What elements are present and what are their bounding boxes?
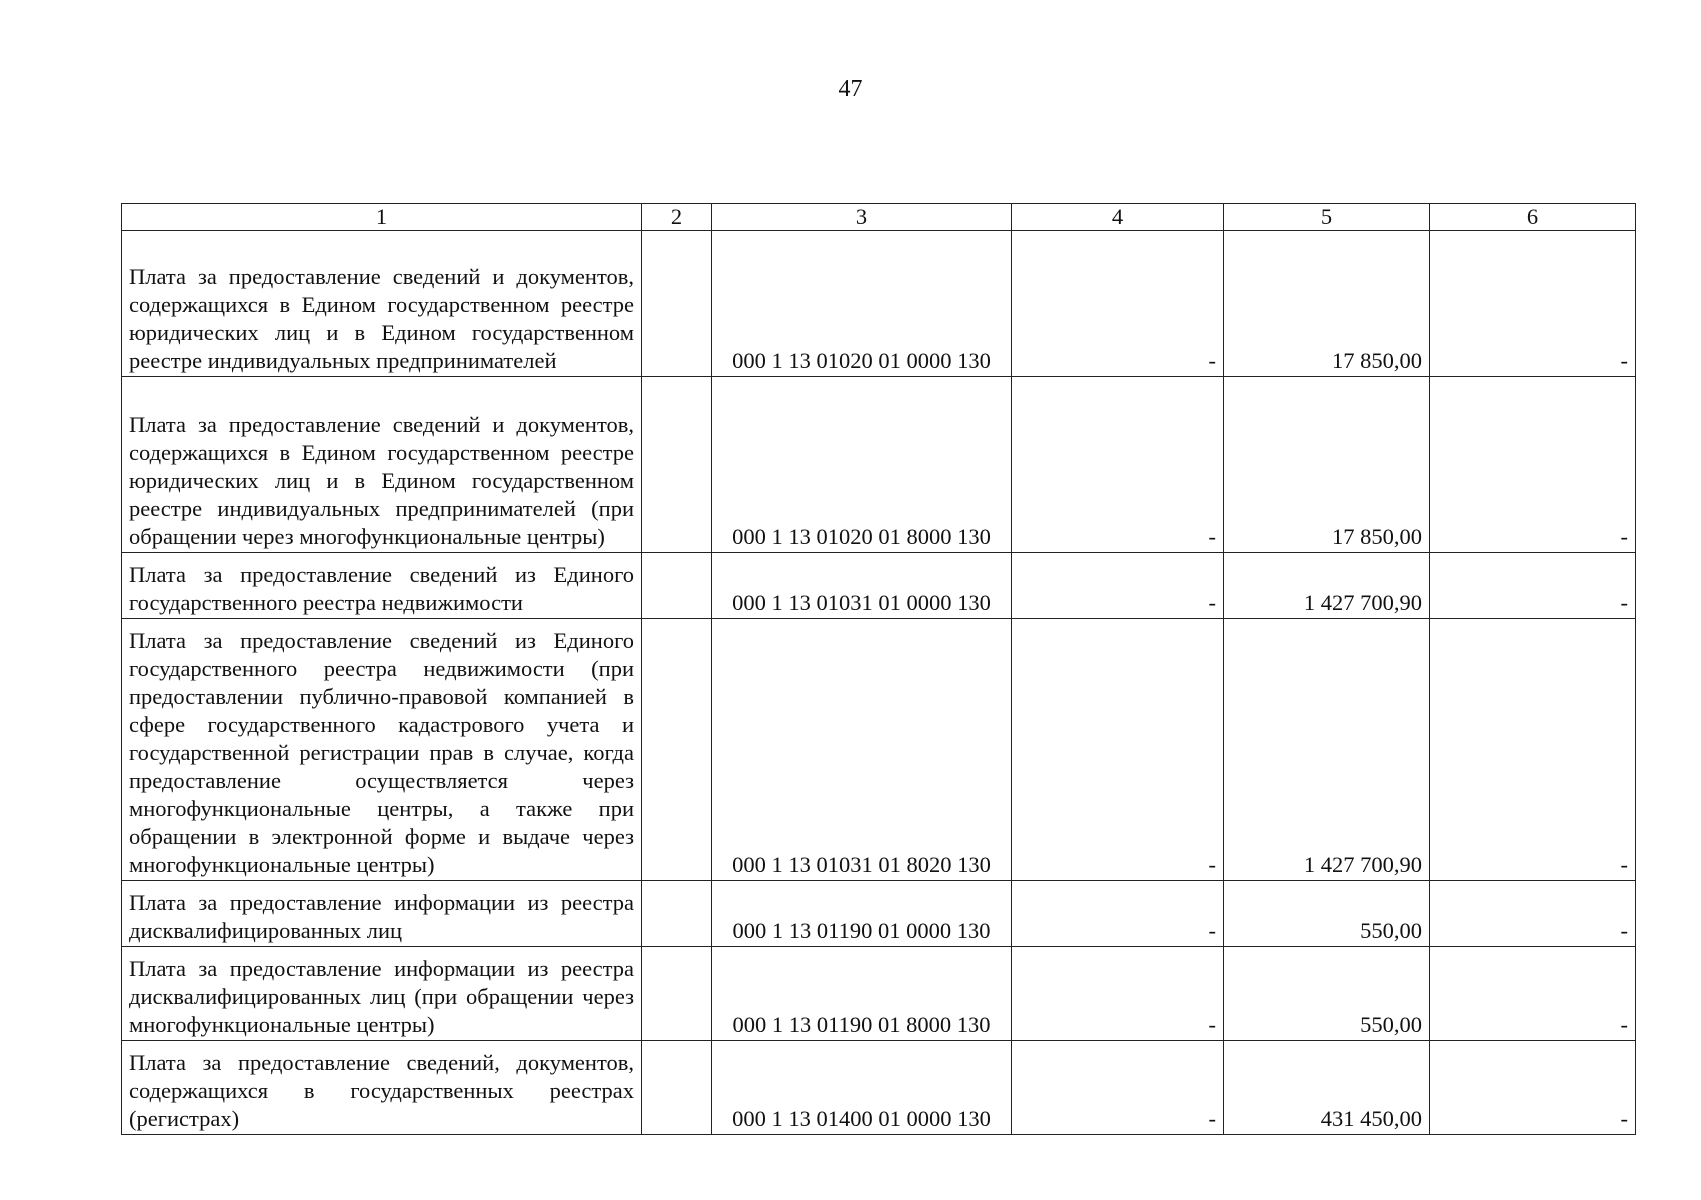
row-col5: 550,00	[1224, 947, 1430, 1041]
row-name: Плата за предоставление сведений и документов, содержащихся в Едином государственном реестре юридических лиц и в Едином государственном реестре индивидуальных предпринимателей	[122, 231, 642, 377]
row-code: 000 1 13 01020 01 0000 130	[712, 231, 1012, 377]
row-col6: -	[1430, 947, 1636, 1041]
row-col6: -	[1430, 619, 1636, 881]
column-header-1: 1	[122, 204, 642, 231]
revenue-table	[121, 203, 1636, 1135]
row-name: Плата за предоставление информации из реестра дисквалифицированных лиц (при обращении через многофункциональные центры)	[122, 947, 642, 1041]
row-code: 000 1 13 01031 01 0000 130	[712, 553, 1012, 619]
column-header-5: 5	[1224, 204, 1430, 231]
table-row	[122, 947, 1636, 1041]
row-col4: -	[1012, 231, 1224, 377]
table-row	[122, 1041, 1636, 1135]
row-col5: 17 850,00	[1224, 231, 1430, 377]
row-name: Плата за предоставление информации из реестра дисквалифицированных лиц	[122, 881, 642, 947]
column-header-6: 6	[1430, 204, 1636, 231]
page-number: 47	[838, 76, 863, 102]
row-name: Плата за предоставление сведений из Единого государственного реестра недвижимости	[122, 553, 642, 619]
row-code: 000 1 13 01190 01 8000 130	[712, 947, 1012, 1041]
row-col2	[642, 553, 712, 619]
row-col4: -	[1012, 377, 1224, 553]
row-col2	[642, 231, 712, 377]
row-col5: 550,00	[1224, 881, 1430, 947]
row-col5: 1 427 700,90	[1224, 553, 1430, 619]
row-code: 000 1 13 01400 01 0000 130	[712, 1041, 1012, 1135]
table-body	[122, 231, 1636, 1135]
table-row	[122, 377, 1636, 553]
row-col5: 17 850,00	[1224, 377, 1430, 553]
row-col2	[642, 1041, 712, 1135]
table-header	[122, 204, 1636, 231]
row-col6: -	[1430, 881, 1636, 947]
table-row	[122, 553, 1636, 619]
row-name: Плата за предоставление сведений, документов, содержащихся в государственных реестрах (регистрах)	[122, 1041, 642, 1135]
row-col5: 431 450,00	[1224, 1041, 1430, 1135]
table-row	[122, 231, 1636, 377]
row-col4: -	[1012, 619, 1224, 881]
row-name: Плата за предоставление сведений из Единого государственного реестра недвижимости (при предоставлении публично-правовой компанией в сфере государственного кадастрового учета и государственной регистрации прав в случае, когда предоставление осуществляется через многофункциональные центры, а также при обращении в электронной форме и выдаче через многофункциональные центры)	[122, 619, 642, 881]
header-row	[122, 204, 1636, 231]
row-col4: -	[1012, 553, 1224, 619]
row-code: 000 1 13 01020 01 8000 130	[712, 377, 1012, 553]
row-col2	[642, 377, 712, 553]
row-col6: -	[1430, 231, 1636, 377]
table-row	[122, 881, 1636, 947]
table-row	[122, 619, 1636, 881]
row-col4: -	[1012, 1041, 1224, 1135]
row-col6: -	[1430, 553, 1636, 619]
column-header-3: 3	[712, 204, 1012, 231]
row-col2	[642, 881, 712, 947]
row-code: 000 1 13 01190 01 0000 130	[712, 881, 1012, 947]
column-header-4: 4	[1012, 204, 1224, 231]
column-header-2: 2	[642, 204, 712, 231]
row-name: Плата за предоставление сведений и документов, содержащихся в Едином государственном реестре юридических лиц и в Едином государственном реестре индивидуальных предпринимателей (при обращении через многофункциональные центры)	[122, 377, 642, 553]
row-col6: -	[1430, 377, 1636, 553]
row-code: 000 1 13 01031 01 8020 130	[712, 619, 1012, 881]
row-col5: 1 427 700,90	[1224, 619, 1430, 881]
row-col2	[642, 619, 712, 881]
row-col2	[642, 947, 712, 1041]
row-col4: -	[1012, 881, 1224, 947]
row-col4: -	[1012, 947, 1224, 1041]
row-col6: -	[1430, 1041, 1636, 1135]
